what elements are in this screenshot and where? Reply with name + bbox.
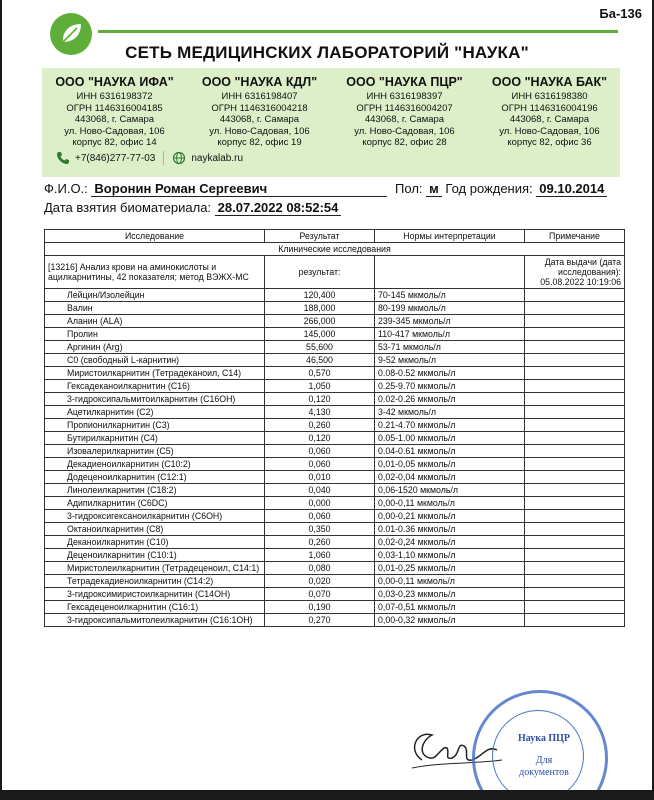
row-value: 266,000 — [265, 315, 375, 328]
org-name: ООО "НАУКА БАК" — [491, 75, 608, 89]
row-note — [525, 575, 625, 588]
row-norm: 0,00-0,11 мкмоль/л — [375, 575, 525, 588]
globe-icon — [172, 151, 186, 165]
org-name: ООО "НАУКА КДЛ" — [201, 75, 318, 89]
table-row — [45, 510, 625, 523]
row-norm: 9-52 мкмоль/л — [375, 354, 525, 367]
header-note: Примечание — [525, 230, 625, 243]
row-norm: 110-417 мкмоль/л — [375, 328, 525, 341]
row-name: Миристоилкарнитин (Тетрадеканоил, C14) — [45, 367, 265, 380]
org-address: 443068, г. Самара — [74, 114, 155, 125]
table-row — [45, 354, 625, 367]
org-bak — [477, 74, 622, 149]
table-row — [45, 497, 625, 510]
row-value: 4,130 — [265, 406, 375, 419]
table-header — [45, 230, 625, 243]
row-value: 1,050 — [265, 380, 375, 393]
org-ogrn: ОГРН 1146316004207 — [356, 102, 453, 114]
table-row — [45, 484, 625, 497]
row-name: Гексадеценоилкарнитин (C16:1) — [45, 601, 265, 614]
row-name: 3-гидроксимиристоилкарнитин (C14OH) — [45, 588, 265, 601]
row-note — [525, 510, 625, 523]
stamp-line: Наука ПЦР — [517, 733, 571, 744]
row-note — [525, 536, 625, 549]
row-value: 1,060 — [265, 549, 375, 562]
row-note — [525, 601, 625, 614]
row-name: Аргинин (Arg) — [45, 341, 265, 354]
website-link[interactable]: naykalab.ru — [191, 152, 244, 164]
row-name: 3-гидроксипальмитолеилкарнитин (C16:1OH) — [45, 614, 265, 627]
row-norm: 0.21-4.70 мкмоль/л — [375, 419, 525, 432]
org-address: 443068, г. Самара — [219, 114, 300, 125]
org-inn: ИНН 6316198372 — [76, 91, 153, 102]
fio-label: Ф.И.О.: — [44, 181, 88, 196]
row-note — [525, 549, 625, 562]
row-name: Додеценоилкарнитин (C12:1) — [45, 471, 265, 484]
row-norm: 0,02-0,24 мкмоль/л — [375, 536, 525, 549]
row-value: 0,070 — [265, 588, 375, 601]
table-row — [45, 458, 625, 471]
birth-date: 09.10.2014 — [536, 181, 607, 197]
row-value: 0,260 — [265, 419, 375, 432]
document-code: Ба-136 — [599, 6, 642, 21]
row-note — [525, 458, 625, 471]
table-row — [45, 393, 625, 406]
row-note — [525, 471, 625, 484]
row-note — [525, 315, 625, 328]
row-norm: 0,00-0,32 мкмоль/л — [375, 614, 525, 627]
row-note — [525, 289, 625, 302]
row-value: 0,350 — [265, 523, 375, 536]
results-table — [44, 229, 625, 627]
test-name: [13216] Анализ крови на аминокислоты и ацилкарнитины, 42 показателя; метод ВЭЖХ-МС — [45, 256, 265, 289]
stamp-line: документов — [519, 767, 569, 778]
org-address: ул. Ново-Садовая, 106 — [354, 125, 455, 137]
row-name: Деценоилкарнитин (C10:1) — [45, 549, 265, 562]
row-value: 55,600 — [265, 341, 375, 354]
sex-label: Пол: — [395, 181, 423, 196]
test-norm — [375, 256, 525, 289]
row-norm: 0,06-1520 мкмоль/л — [375, 484, 525, 497]
row-note — [525, 328, 625, 341]
row-note — [525, 393, 625, 406]
row-name: 3-гидроксигексаноилкарнитин (C6OH) — [45, 510, 265, 523]
row-value: 0,010 — [265, 471, 375, 484]
row-note — [525, 497, 625, 510]
row-name: Пролин — [45, 328, 265, 341]
row-note — [525, 588, 625, 601]
row-value: 0,270 — [265, 614, 375, 627]
row-note — [525, 419, 625, 432]
row-note — [525, 406, 625, 419]
org-address: ул. Ново-Садовая, 106 — [499, 125, 600, 137]
table-row — [45, 536, 625, 549]
table-row — [45, 471, 625, 484]
row-note — [525, 484, 625, 497]
row-norm: 80-199 мкмоль/л — [375, 302, 525, 315]
row-value: 0,020 — [265, 575, 375, 588]
phone-number[interactable]: +7(846)277-77-03 — [75, 152, 156, 164]
document-page — [2, 0, 652, 790]
org-address: ул. Ново-Садовая, 106 — [209, 125, 310, 137]
header-test: Исследование — [45, 230, 265, 243]
navigation-bar — [0, 790, 654, 800]
row-name: Гексадеканоилкарнитин (C16) — [45, 380, 265, 393]
row-value: 0,570 — [265, 367, 375, 380]
org-address: ул. Ново-Садовая, 106 — [64, 125, 165, 137]
row-name: Валин — [45, 302, 265, 315]
section-title: Клинические исследования — [45, 243, 625, 256]
table-row — [45, 289, 625, 302]
row-note — [525, 354, 625, 367]
page-title: СЕТЬ МЕДИЦИНСКИХ ЛАБОРАТОРИЙ "НАУКА" — [125, 43, 529, 62]
test-row — [45, 256, 625, 289]
row-value: 120,400 — [265, 289, 375, 302]
table-row — [45, 614, 625, 627]
table-row — [45, 302, 625, 315]
row-note — [525, 367, 625, 380]
table-row — [45, 562, 625, 575]
row-name: Аланин (ALA) — [45, 315, 265, 328]
table-row — [45, 406, 625, 419]
row-norm: 0.25-9.70 мкмоль/л — [375, 380, 525, 393]
row-name: Бутирилкарнитин (C4) — [45, 432, 265, 445]
row-note — [525, 445, 625, 458]
row-norm: 0,07-0,51 мкмоль/л — [375, 601, 525, 614]
row-note — [525, 341, 625, 354]
header-rule — [98, 30, 618, 33]
row-value: 145,000 — [265, 328, 375, 341]
sample-date-line — [44, 200, 341, 216]
sample-date-label: Дата взятия биоматериала: — [44, 200, 212, 215]
org-address: 443068, г. Самара — [364, 114, 445, 125]
row-norm: 239-345 мкмоль/л — [375, 315, 525, 328]
birth-label: Год рождения: — [445, 181, 533, 196]
row-note — [525, 302, 625, 315]
row-name: C0 (свободный L-карнитин) — [45, 354, 265, 367]
row-name: Деканоилкарнитин (C10) — [45, 536, 265, 549]
table-row — [45, 588, 625, 601]
row-name: Изовалерилкарнитин (C5) — [45, 445, 265, 458]
row-value: 0,190 — [265, 601, 375, 614]
patient-name: Воронин Роман Сергеевич — [91, 181, 387, 197]
org-ogrn: ОГРН 1146316004185 — [66, 102, 163, 114]
section-row — [45, 243, 625, 256]
row-norm: 0,02-0,04 мкмоль/л — [375, 471, 525, 484]
row-norm: 53-71 мкмоль/л — [375, 341, 525, 354]
test-note: Дата выдачи (дата исследования): 05.08.2022 10:19:06 — [525, 256, 625, 289]
row-norm: 0,03-1,10 мкмоль/л — [375, 549, 525, 562]
row-value: 0,060 — [265, 510, 375, 523]
row-value: 0,260 — [265, 536, 375, 549]
row-norm: 3-42 мкмоль/л — [375, 406, 525, 419]
header-result: Результат — [265, 230, 375, 243]
org-name: ООО "НАУКА ИФА" — [55, 75, 174, 89]
row-norm: 0,00-0,11 мкмоль/л — [375, 497, 525, 510]
row-value: 0,000 — [265, 497, 375, 510]
header-norms: Нормы интерпретации — [375, 230, 525, 243]
table-row — [45, 380, 625, 393]
patient-line — [44, 181, 607, 197]
row-note — [525, 614, 625, 627]
table-row — [45, 367, 625, 380]
table-row — [45, 328, 625, 341]
row-note — [525, 380, 625, 393]
row-value: 0,040 — [265, 484, 375, 497]
row-norm: 0.08-0.52 мкмоль/л — [375, 367, 525, 380]
row-name: Миристолеилкарнитин (Тетрадеценоил, C14:1) — [45, 562, 265, 575]
org-pcr — [332, 74, 477, 149]
org-address: корпус 82, офис 14 — [72, 137, 157, 148]
row-norm: 70-145 мкмоль/л — [375, 289, 525, 302]
org-name: ООО "НАУКА ПЦР" — [346, 75, 463, 89]
row-name: Адипилкарнитин (C6DC) — [45, 497, 265, 510]
row-name: Декадиеноилкарнитин (C10:2) — [45, 458, 265, 471]
row-norm: 0.01-0.36 мкмоль/л — [375, 523, 525, 536]
contacts-bar — [56, 151, 243, 165]
org-address: корпус 82, офис 36 — [507, 137, 592, 148]
row-name: Лейцин/Изолейцин — [45, 289, 265, 302]
row-name: Пропионилкарнитин (C3) — [45, 419, 265, 432]
table-row — [45, 523, 625, 536]
stamp-text — [508, 733, 580, 779]
row-value: 188,000 — [265, 302, 375, 315]
divider — [163, 151, 164, 165]
org-ogrn: ОГРН 1146316004218 — [211, 102, 308, 114]
row-value: 0,120 — [265, 393, 375, 406]
org-inn: ИНН 6316198407 — [221, 91, 298, 102]
table-row — [45, 601, 625, 614]
row-value: 46,500 — [265, 354, 375, 367]
row-norm: 0.02-0.26 мкмоль/л — [375, 393, 525, 406]
row-norm: 0,01-0,05 мкмоль/л — [375, 458, 525, 471]
row-name: Линолеилкарнитин (C18:2) — [45, 484, 265, 497]
stamp-line: Для — [535, 755, 553, 766]
row-norm: 0.05-1.00 мкмоль/л — [375, 432, 525, 445]
test-result-label: результат: — [265, 256, 375, 289]
table-row — [45, 445, 625, 458]
org-address: корпус 82, офис 19 — [217, 137, 302, 148]
row-norm: 0,00-0,21 мкмоль/л — [375, 510, 525, 523]
table-row — [45, 549, 625, 562]
row-value: 0,060 — [265, 445, 375, 458]
table-row — [45, 419, 625, 432]
row-norm: 0.04-0.61 мкмоль/л — [375, 445, 525, 458]
org-kdl — [187, 74, 332, 149]
org-ifa — [42, 74, 187, 149]
table-row — [45, 341, 625, 354]
row-name: 3-гидроксипальмитоилкарнитин (C16OH) — [45, 393, 265, 406]
table-row — [45, 432, 625, 445]
row-value: 0,120 — [265, 432, 375, 445]
org-address: 443068, г. Самара — [509, 114, 590, 125]
row-norm: 0,01-0,25 мкмоль/л — [375, 562, 525, 575]
row-name: Ацетилкарнитин (C2) — [45, 406, 265, 419]
row-note — [525, 523, 625, 536]
row-norm: 0,03-0,23 мкмоль/л — [375, 588, 525, 601]
sample-date: 28.07.2022 08:52:54 — [215, 200, 342, 216]
org-inn: ИНН 6316198397 — [366, 91, 443, 102]
org-inn: ИНН 6316198380 — [511, 91, 588, 102]
row-name: Октаноилкарнитин (C8) — [45, 523, 265, 536]
row-name: Тетрадекадиеноилкарнитин (C14:2) — [45, 575, 265, 588]
table-row — [45, 315, 625, 328]
row-value: 0,060 — [265, 458, 375, 471]
row-note — [525, 432, 625, 445]
row-note — [525, 562, 625, 575]
patient-sex: м — [426, 181, 442, 197]
table-row — [45, 575, 625, 588]
organizations-box — [42, 68, 620, 177]
org-ogrn: ОГРН 1146316004196 — [501, 102, 598, 114]
row-value: 0,080 — [265, 562, 375, 575]
org-address: корпус 82, офис 28 — [362, 137, 447, 148]
phone-icon — [56, 151, 70, 165]
